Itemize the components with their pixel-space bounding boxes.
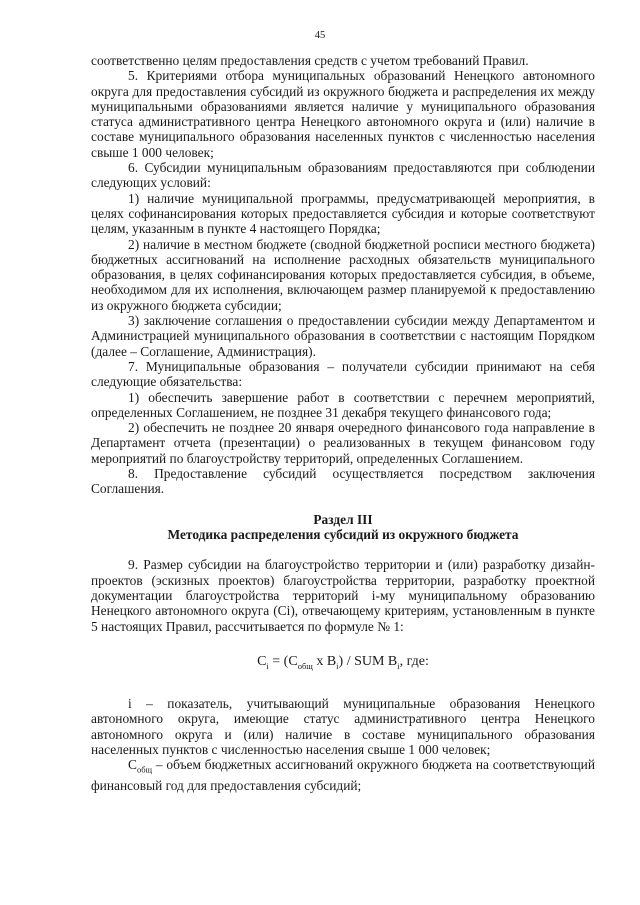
formula-1 xyxy=(91,654,595,674)
paragraph-item-6: 6. Субсидии муниципальным образованиям предоставляются при соблюдении следующих условий: xyxy=(91,160,595,191)
formula-b-sub: i xyxy=(336,660,339,671)
formula-total-sub: общ xyxy=(297,660,313,671)
document-body xyxy=(91,53,595,793)
paragraph-item-6-1: 1) наличие муниципальной программы, предусматривающей мероприятия, в целях софинансирования которых предоставляется субсидия и которые соответствуют целям, указанным в пункте 4 настоящего Порядка; xyxy=(91,190,595,237)
paragraph-item-5: 5. Критериями отбора муниципальных образований Ненецкого автономного округа для предоставления субсидий из окружного бюджета и распределения их между муниципальными образованиями является наличие у муниципального образования статуса административного центра Ненецкого автономного округа и (или) наличие в составе муниципального образования населенных пунктов с численностью населения свыше 1 000 человек; xyxy=(91,68,595,160)
section-subtitle: Методика распределения субсидий из окружного бюджета xyxy=(167,527,519,543)
formula-lhs-sub: i xyxy=(266,660,269,671)
formula-times-b: x B xyxy=(312,653,337,669)
paragraph-item-7: 7. Муниципальные образования – получатели субсидии принимают на себя следующие обязательства: xyxy=(91,358,595,390)
paragraph-item-7-1: 1) обеспечить завершение работ в соответствии с перечнем мероприятий, определенных Соглашением, не позднее 31 декабря текущего финансового года; xyxy=(91,389,595,420)
paragraph-item-6-2: 2) наличие в местном бюджете (сводной бюджетной росписи местного бюджета) бюджетных ассигнований на исполнение расходных обязательств муниципального образования, в целях софинансирования которых предоставляется субсидия, в объеме, необходимом для их исполнения, включающем размер планируемой к предоставлению из окружного бюджета субсидии; xyxy=(91,236,595,313)
section-heading xyxy=(91,512,595,543)
spacer xyxy=(91,497,595,512)
definition-total-symbol: C xyxy=(128,757,137,773)
paragraph-item-9: 9. Размер субсидии на благоустройство территории и (или) разработку дизайн-проектов (эскизных проектов) благоустройства территории, разработку проектной документации благоустройства территорий i-му муниципальному образованию Ненецкого автономного округа (Ci), отвечающему критериям, установленным в пункте 5 настоящих Правил, рассчитывается по формуле № 1: xyxy=(91,557,595,634)
definition-i: i – показатель, учитывающий муниципальные образования Ненецкого автономного округа, имеющие статус административного центра Ненецкого автономного округа и (или) наличие в составе муниципального образования населенных пунктов с численностью населения свыше 1 000 человек; xyxy=(91,696,595,757)
definition-total-text: – объем бюджетных ассигнований окружного бюджета на соответствующий финансовый год для предоставления субсидий; xyxy=(91,757,595,794)
formula-sum-sub: i xyxy=(397,660,400,671)
formula-eq-open: = (C xyxy=(268,653,298,669)
definition-total xyxy=(91,757,595,793)
spacer xyxy=(91,542,595,557)
paragraph-continuation: соответственно целям предоставления средств с учетом требований Правил. xyxy=(91,53,529,68)
paragraph-item-7-2: 2) обеспечить не позднее 20 января очередного финансового года направление в Департамент отчета (презентации) о реализованных в текущем финансовом году мероприятий по благоустройству территорий, определенных Соглашением. xyxy=(91,420,595,466)
definition-total-symbol-sub: общ xyxy=(136,764,153,775)
paragraph-item-8: 8. Предоставление субсидий осуществляется посредством заключения Соглашения. xyxy=(91,466,595,497)
paragraph-item-6-3: 3) заключение соглашения о предоставлении субсидии между Департаментом и Администрацией муниципального образования в соответствии с настоящим Порядком (далее – Соглашение, Администрация). xyxy=(91,313,595,359)
formula-divide-sum: ) / SUM B xyxy=(338,653,398,669)
page-number: 45 xyxy=(314,30,326,41)
section-title: Раздел III xyxy=(313,511,373,527)
formula-tail: , где: xyxy=(399,653,429,669)
formula-lhs: C xyxy=(257,653,267,669)
